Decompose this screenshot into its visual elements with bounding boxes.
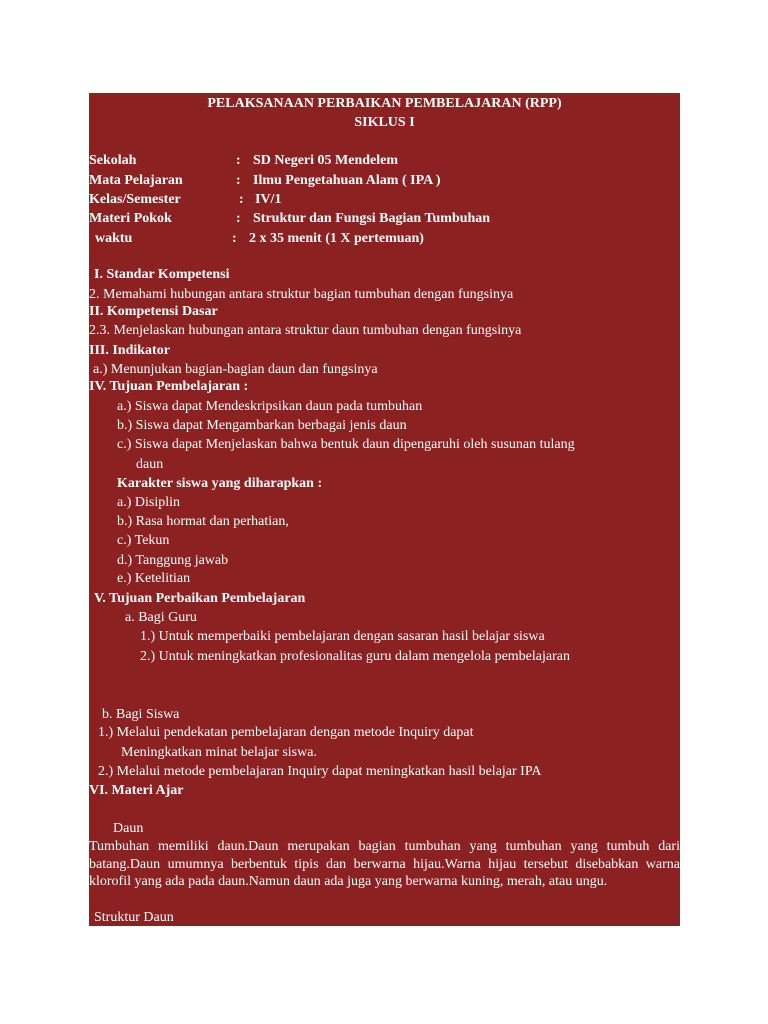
info-value-mapel: Ilmu Pengetahuan Alam ( IPA ): [253, 173, 441, 188]
info-sep: :: [236, 173, 241, 188]
info-sep: :: [236, 211, 241, 226]
info-label-waktu: waktu: [95, 231, 133, 246]
info-value-waktu: 2 x 35 menit (1 X pertemuan): [249, 231, 424, 246]
section-heading-standar-kompetensi: I. Standar Kompetensi: [94, 267, 230, 282]
list-item-continuation: daun: [136, 457, 164, 472]
info-label-materi: Materi Pokok: [89, 211, 172, 226]
list-item: 2.) Melalui metode pembelajaran Inquiry dapat meningkatkan hasil belajar IPA: [98, 764, 542, 779]
list-item: c.) Siswa dapat Menjelaskan bahwa bentuk daun dipengaruhi oleh susunan tulang: [117, 437, 575, 452]
document-subtitle: SIKLUS I: [354, 115, 415, 130]
info-sep: :: [239, 192, 244, 207]
section-heading-kompetensi-dasar: II. Kompetensi Dasar: [89, 304, 218, 319]
materi-subheading: Daun: [113, 821, 144, 836]
list-item: a.) Siswa dapat Mendeskripsikan daun pada tumbuhan: [117, 399, 423, 414]
info-label-sekolah: Sekolah: [89, 153, 137, 168]
section-text: 2. Memahami hubungan antara struktur bagian tumbuhan dengan fungsinya: [89, 287, 514, 302]
list-item: a.) Disiplin: [117, 495, 180, 510]
info-value-kelas: IV/1: [255, 192, 282, 207]
section-heading-tujuan-pembelajaran: IV. Tujuan Pembelajaran :: [89, 379, 249, 394]
section-heading-materi-ajar: VI. Materi Ajar: [89, 783, 184, 798]
section-text: 2.3. Menjelaskan hubungan antara struktur daun tumbuhan dengan fungsinya: [89, 323, 522, 338]
section-heading-indikator: III. Indikator: [89, 343, 170, 358]
document-title: PELAKSANAAN PERBAIKAN PEMBELAJARAN (RPP): [207, 96, 562, 111]
list-item: b.) Siswa dapat Mengambarkan berbagai jenis daun: [117, 418, 407, 433]
list-item: b.) Rasa hormat dan perhatian,: [117, 514, 289, 529]
list-item: 2.) Untuk meningkatkan profesionalitas guru dalam mengelola pembelajaran: [140, 649, 570, 664]
info-value-sekolah: SD Negeri 05 Mendelem: [253, 153, 399, 168]
list-item: e.) Ketelitian: [117, 571, 191, 586]
subsection-label: a. Bagi Guru: [125, 610, 197, 625]
info-label-mapel: Mata Pelajaran: [89, 173, 183, 188]
list-item-continuation: Meningkatkan minat belajar siswa.: [121, 745, 317, 760]
section-heading-tujuan-perbaikan: V. Tujuan Perbaikan Pembelajaran: [94, 591, 306, 606]
list-item: c.) Tekun: [117, 533, 170, 548]
materi-paragraph: Tumbuhan memiliki daun.Daun merupakan bagian tumbuhan yang tumbuhan yang tumbuh dari batang.Daun umumnya berbentuk tipis dan berwarna hijau.Warna hijau tersebut disebabkan warna klorofil yang ada pada daun.Namun daun ada juga yang berwarna kuning, merah, atau ungu.: [89, 839, 680, 889]
section-text: a.) Menunjukan bagian-bagian daun dan fungsinya: [93, 362, 378, 377]
subsection-label: b. Bagi Siswa: [102, 707, 180, 722]
list-number: 1): [63, 910, 75, 925]
karakter-heading: Karakter siswa yang diharapkan :: [117, 476, 323, 491]
list-item: 1.) Melalui pendekatan pembelajaran dengan metode Inquiry dapat: [98, 725, 474, 740]
list-item: 1.) Untuk memperbaiki pembelajaran dengan sasaran hasil belajar siswa: [140, 629, 545, 644]
info-sep: :: [236, 153, 241, 168]
list-item: d.) Tanggung jawab: [117, 553, 229, 568]
info-label-kelas: Kelas/Semester: [89, 192, 181, 207]
info-sep: :: [232, 231, 237, 246]
info-value-materi: Struktur dan Fungsi Bagian Tumbuhan: [253, 211, 491, 226]
list-item: Struktur Daun: [94, 910, 174, 925]
